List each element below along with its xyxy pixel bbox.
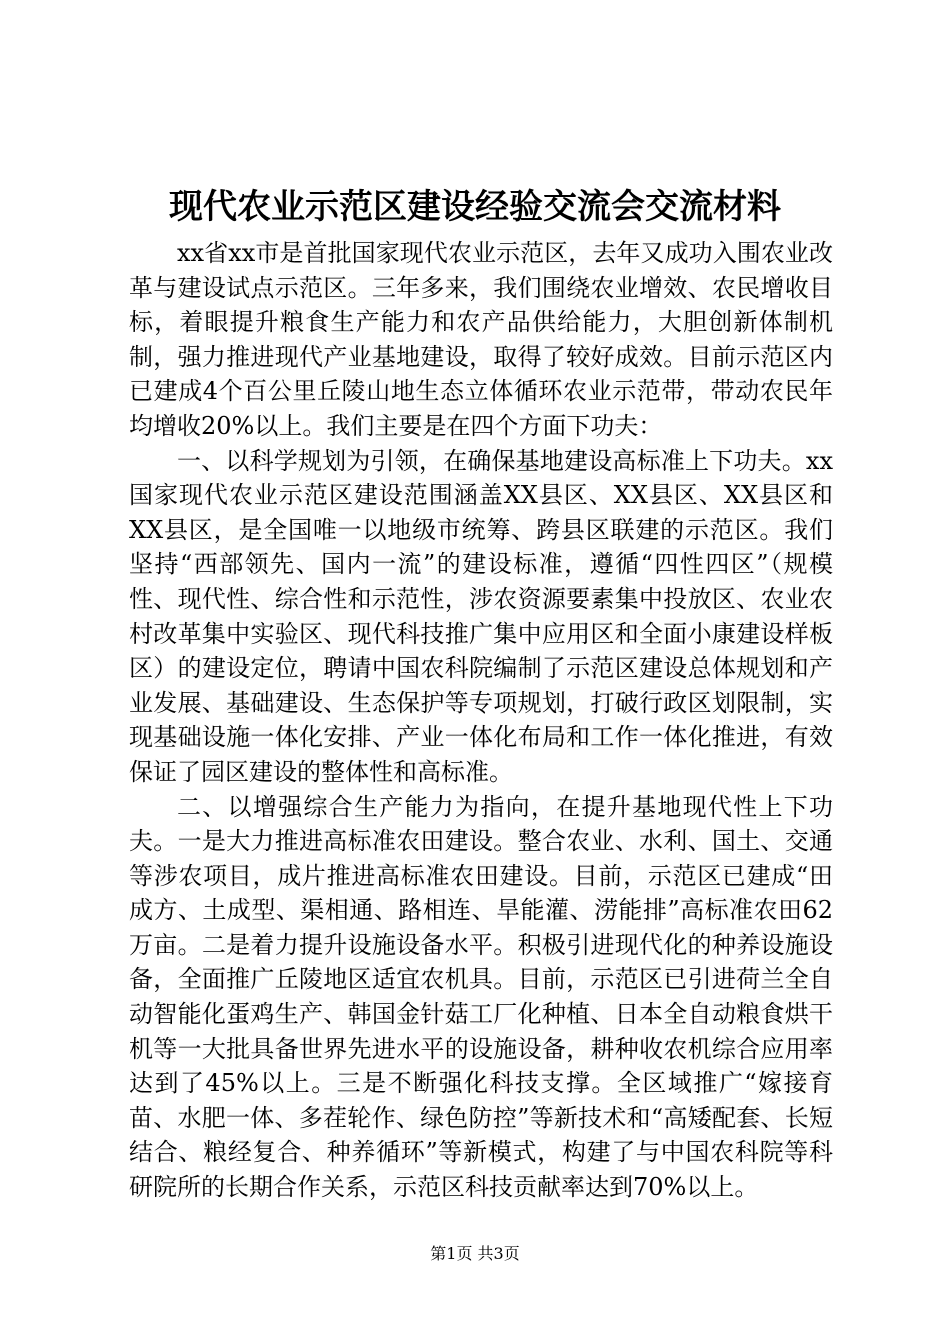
paragraph-intro: xx省xx市是首批国家现代农业示范区，去年又成功入围农业改革与建设试点示范区。三年多来，我们围绕农业增效、农民增收目标，着眼提升粮食生产能力和农产品供给能力，大胆创新体制机制，强力推进现代产业基地建设，取得了较好成效。目前示范区内已建成4个百公里丘陵山地生态立体循环农业示范带，带动农民年均增收20%以上。我们主要是在四个方面下功夫： xyxy=(129,239,833,440)
paragraph-section-one: 一、以科学规划为引领，在确保基地建设高标准上下功夫。xx国家现代农业示范区建设范围涵盖XX县区、XX县区、XX县区和XX县区，是全国唯一以地级市统筹、跨县区联建的示范区。我们坚持“西部领先、国内一流”的建设标准，遵循“四性四区”（规模性、现代性、综合性和示范性，涉农资源要素集中投放区、农业农村改革集中实验区、现代科技推广集中应用区和全面小康建设样板区）的建设定位，聘请中国农科院编制了示范区建设总体规划和产业发展、基础建设、生态保护等专项规划，打破行政区划限制，实现基础设施一体化安排、产业一体化布局和工作一体化推进，有效保证了园区建设的整体性和高标准。 xyxy=(129,446,833,786)
document-title: 现代农业示范区建设经验交流会交流材料 xyxy=(169,187,781,227)
document-body xyxy=(129,236,833,1205)
paragraph-section-two: 二、以增强综合生产能力为指向，在提升基地现代性上下功夫。一是大力推进高标准农田建设。整合农业、水利、国土、交通等涉农项目，成片推进高标准农田建设。目前，示范区已建成“田成方、土成型、渠相通、路相连、旱能灌、涝能排”高标准农田62万亩。二是着力提升设施设备水平。积极引进现代化的种养设施设备，全面推广丘陵地区适宜农机具。目前，示范区已引进荷兰全自动智能化蛋鸡生产、韩国金针菇工厂化种植、日本全自动粮食烘干机等一大批具备世界先进水平的设施设备，耕种收农机综合应用率达到了45%以上。三是不断强化科技支撑。全区域推广“嫁接育苗、水肥一体、多茬轮作、绿色防控”等新技术和“高矮配套、长短结合、粮经复合、种养循环”等新模式，构建了与中国农科院等科研院所的长期合作关系，示范区科技贡献率达到70%以上。 xyxy=(129,792,833,1202)
page-footer: 第1页 共3页 xyxy=(430,1244,520,1263)
